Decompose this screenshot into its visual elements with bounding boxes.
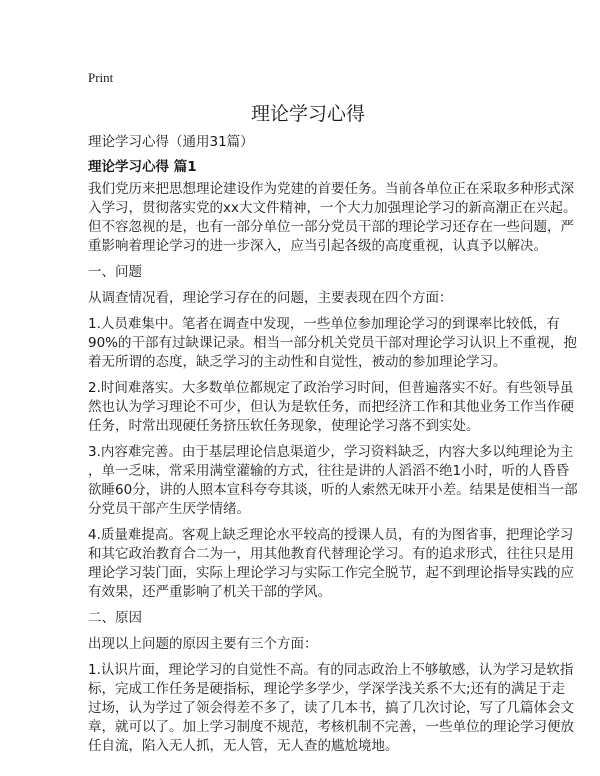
- paragraph: [88, 609, 528, 628]
- paragraph-line: 和其它政治教育合二为一，用其他教育代替理论学习。有的追求形式，往往只是用: [88, 546, 574, 562]
- paragraph-line: 欲睡60分，讲的人照本宣科夸夸其谈，听的人索然无味开小差。结果是使相当一部: [88, 482, 578, 498]
- paragraph: [88, 289, 528, 308]
- paragraph-line: 理论学习装门面，实际上理论学习与实际工作完全脱节，起不到理论指导实践的应: [88, 565, 574, 581]
- paragraph-line: 着无所谓的态度，缺乏学习的主动性和自觉性，被动的参加理论学习。: [88, 354, 507, 370]
- paragraph-line: 任务，时常出现硬任务挤压软任务现象，使理论学习落不到实处。: [88, 418, 480, 434]
- paragraph-line: 2.时间难落实。大多数单位都规定了政治学习时间，但普遍落实不好。有些领导虽: [88, 380, 574, 396]
- paragraph: [88, 180, 577, 256]
- paragraph: [88, 661, 574, 756]
- paragraph-line: 过场，认为学过了领会得差不多了，读了几本书，搞了几次讨论，写了几篇体会文: [88, 700, 574, 716]
- paragraph-line: 我们党历来把思想理论建设作为党建的首要任务。当前各单位正在采取多种形式深: [88, 181, 574, 197]
- document-body: [88, 180, 578, 756]
- paragraph-line: 90%的干部有过缺课记录。相当一部分机关党员干部对理论学习认识上不重视，抱: [88, 335, 578, 351]
- paragraph-line: 入学习，贯彻落实党的xx大文件精神，一个大力加强理论学习的新高潮正在兴起。: [88, 200, 577, 216]
- page-title: 理论学习心得: [250, 103, 365, 125]
- paragraph-line: ，单一乏味，常采用满堂灌输的方式，往往是讲的人滔滔不绝1小时，听的人昏昏: [88, 463, 570, 479]
- paragraph-line: 分党员干部产生厌学情绪。: [88, 501, 250, 517]
- paragraph-line: 有效果，还严重影响了机关干部的学风。: [88, 584, 331, 600]
- paragraph-line: 标，完成工作任务是硬指标，理论学多学少，学深学浅关系不大;还有的满足于走: [88, 681, 566, 697]
- paragraph-line: 出现以上问题的原因主要有三个方面：: [88, 636, 318, 652]
- paragraph: [88, 379, 574, 436]
- paragraph-line: 重影响着理论学习的进一步深入，应当引起各级的高度重视，认真予以解决。: [88, 238, 547, 254]
- paragraph-line: 章，就可以了。加上学习制度不规范，考核机制不完善，一些单位的理论学习便放: [88, 719, 574, 735]
- paragraph-line: 然也认为学习理论不可少，但认为是软任务，而把经济工作和其他业务工作当作硬: [88, 399, 574, 415]
- paragraph: [88, 635, 528, 654]
- section-heading: 理论学习心得 篇1: [88, 159, 197, 175]
- paragraph: [88, 443, 578, 519]
- paragraph-line: 但不容忽视的是，也有一部分单位一部分党员干部的理论学习还存在一些问题，严: [88, 219, 574, 235]
- paragraph-line: 1.认识片面，理论学习的自觉性不高。有的同志政治上不够敏感，认为学习是软指: [88, 662, 574, 678]
- document-subtitle: 理论学习心得（通用31篇）: [88, 134, 254, 150]
- paragraph: [88, 315, 578, 372]
- paragraph-line: 从调查情况看，理论学习存在的问题，主要表现在四个方面：: [88, 290, 453, 306]
- paragraph-line: 1.人员难集中。笔者在调查中发现，一些单位参加理论学习的到课率比较低，有: [88, 316, 560, 332]
- paragraph: [88, 263, 528, 282]
- paragraph-line: 二、原因: [88, 610, 142, 626]
- print-label: Print: [88, 70, 114, 85]
- paragraph-line: 任自流，陷入无人抓，无人管，无人查的尴尬境地。: [88, 738, 399, 754]
- paragraph: [88, 526, 574, 602]
- paragraph-line: 3.内容难完善。由于基层理论信息渠道少，学习资料缺乏，内容大多以纯理论为主: [88, 444, 574, 460]
- document-page: [88, 69, 578, 763]
- paragraph-line: 4.质量难提高。客观上缺乏理论水平较高的授课人员，有的为图省事，把理论学习: [88, 527, 574, 543]
- paragraph-line: 一、问题: [88, 264, 142, 280]
